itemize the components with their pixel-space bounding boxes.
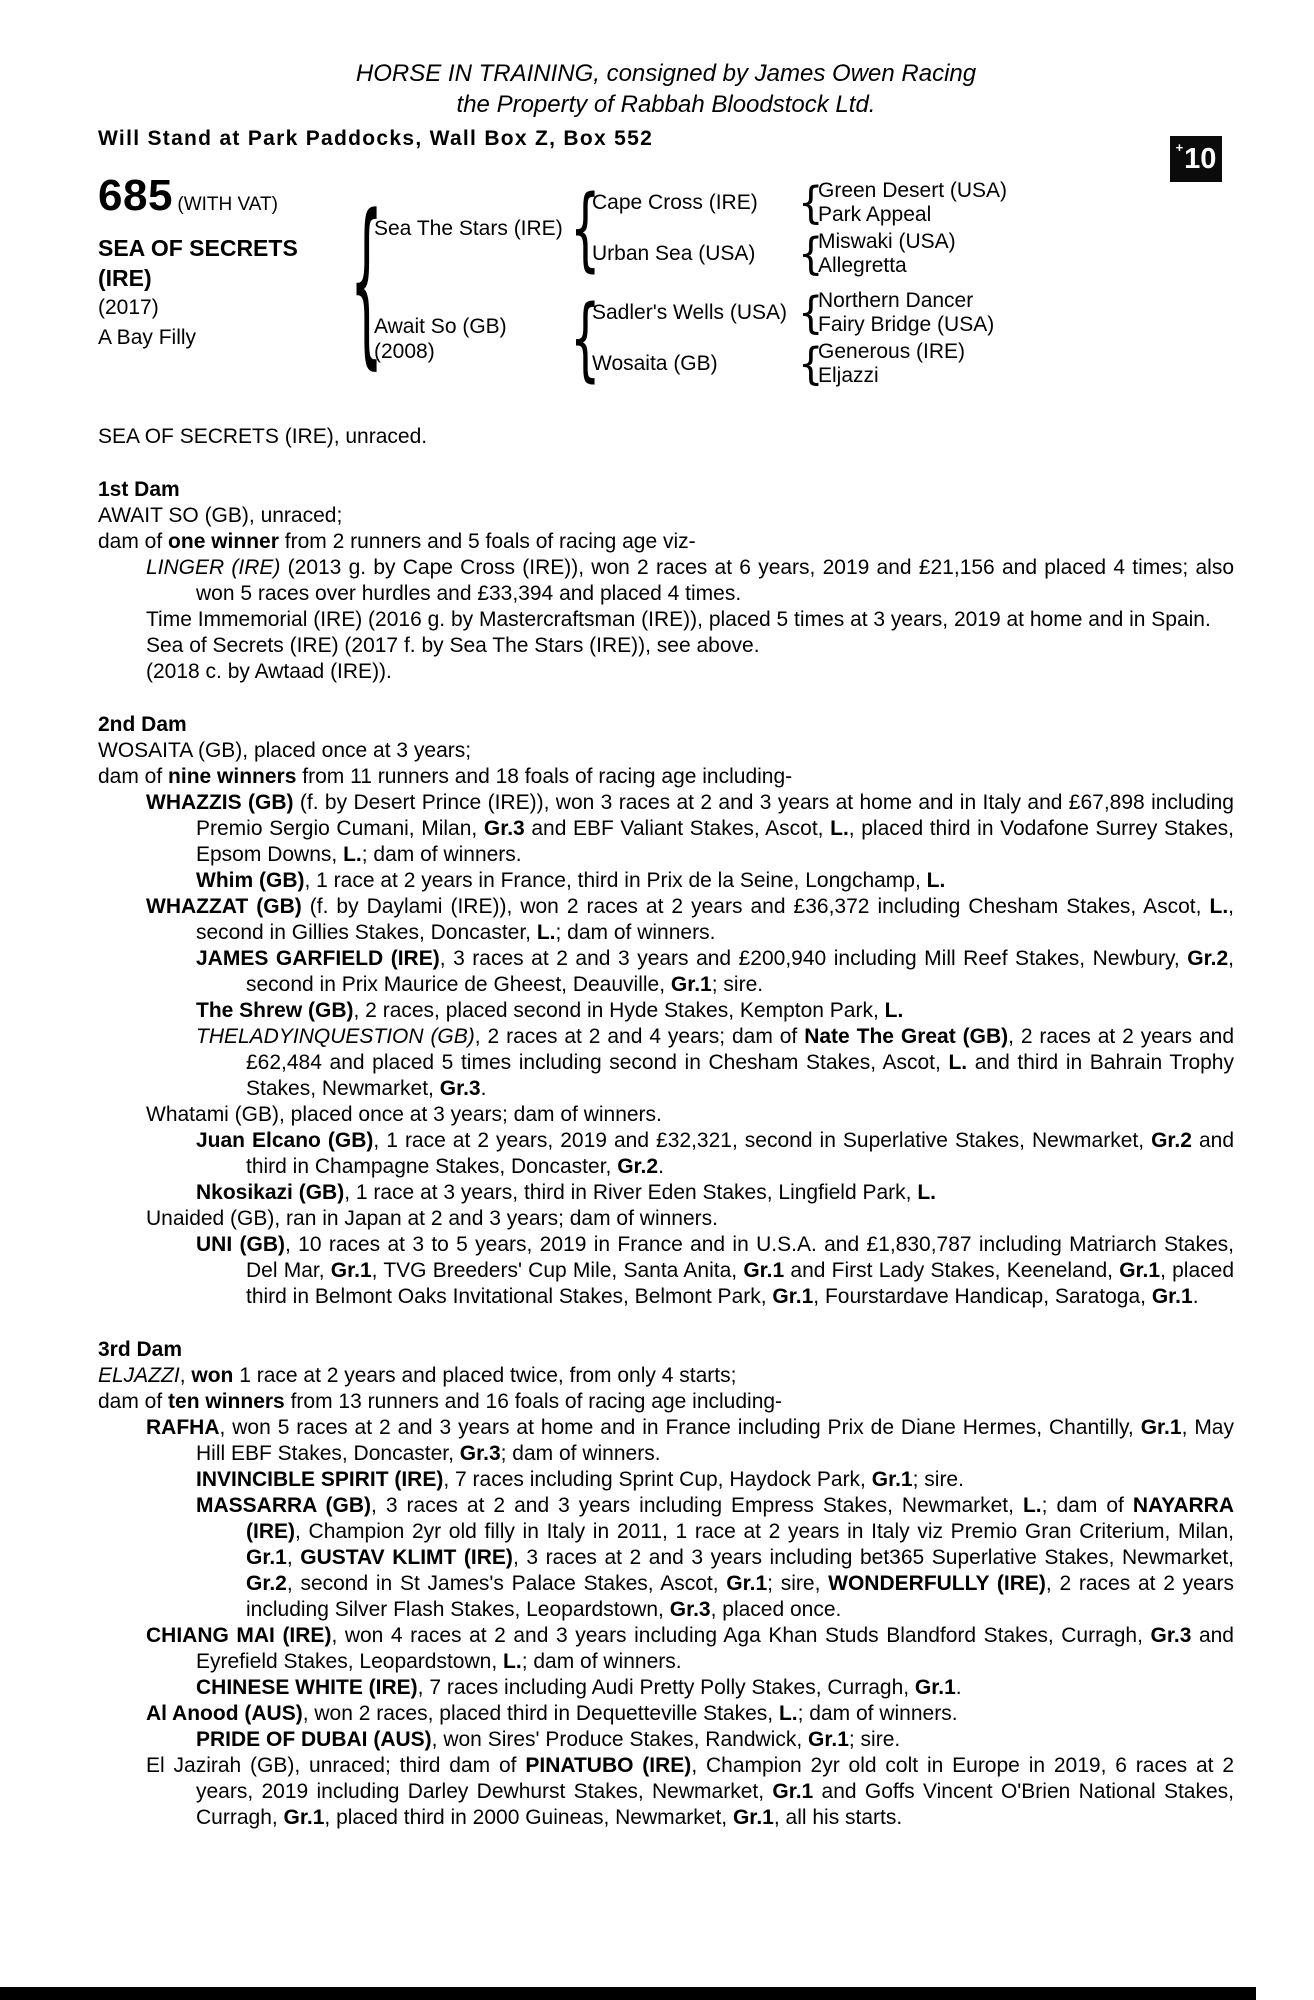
text-segment: Unaided (GB), ran in Japan at 2 and 3 years; dam of winners.: [146, 1207, 718, 1230]
text-segment: , placed third in Vodafone Surrey Stakes, Epsom Downs,: [196, 817, 1234, 866]
text-segment: JAMES GARFIELD (IRE): [196, 947, 440, 970]
text-segment: Gr.3: [459, 1442, 501, 1465]
text-segment: .: [955, 1676, 962, 1699]
text-segment: CHINESE WHITE (IRE): [196, 1676, 418, 1699]
text-segment: ten winners: [168, 1390, 285, 1413]
text-segment: Gr.1: [808, 1728, 849, 1751]
text-segment: , Fourstardave Handicap, Saratoga,: [813, 1285, 1152, 1308]
text-segment: L.: [1022, 1494, 1042, 1517]
pedigree-paragraph: [98, 607, 1234, 633]
text-segment: , 1 race at 2 years, 2019 and £32,321, second in Superlative Stakes, Newmarket,: [373, 1129, 1152, 1152]
text-segment: , placed third in 2000 Guineas, Newmarket,: [324, 1806, 733, 1829]
pedigree-paragraph: [98, 868, 1234, 894]
text-segment: , 2 races at 2 and 4 years; dam of: [474, 1025, 805, 1048]
pedigree-tree: [98, 171, 1234, 396]
catalogue-body: [98, 477, 1234, 1831]
text-segment: WHAZZAT (GB): [146, 895, 302, 918]
pedigree-gen2-block: [592, 340, 1234, 388]
brace-icon: {: [798, 338, 824, 390]
book-number: 10: [1184, 142, 1217, 175]
pedigree-sire-block: [374, 176, 1234, 281]
text-segment: Gr.1: [726, 1572, 768, 1595]
pedigree-paragraph: [98, 1623, 1234, 1675]
text-segment: Gr.1: [330, 1259, 372, 1282]
text-segment: , 10 races at 3 to 5 years, 2019 in France and in U.S.A. and £1,830,787 including Matriarch Stakes, Del Mar,: [246, 1233, 1234, 1282]
pedigree-paragraph: [98, 503, 1234, 529]
text-segment: , 2 races, placed second in Hyde Stakes, Kempton Park,: [353, 999, 885, 1022]
text-segment: won: [191, 1364, 234, 1387]
text-segment: ; dam of winners.: [500, 1442, 661, 1465]
text-segment: PINATUBO (IRE): [525, 1754, 692, 1777]
text-segment: ; sire.: [912, 1468, 964, 1491]
pedigree-gen3-name: Park Appeal: [818, 203, 932, 226]
text-segment: WHAZZIS (GB): [146, 791, 294, 814]
pedigree-gen2-block: [592, 230, 1234, 278]
text-segment: RAFHA: [146, 1416, 220, 1439]
text-segment: , won 5 races at 2 and 3 years at home and in France including Prix de Diane Hermes, Chantilly,: [219, 1416, 1141, 1439]
pedigree-gen3-name: Generous (IRE): [818, 340, 966, 363]
text-segment: L.: [884, 999, 904, 1022]
pedigree-paragraph: [98, 633, 1234, 659]
text-segment: , 2 races at 2 years including Silver Flash Stakes, Leopardstown,: [246, 1572, 1234, 1621]
text-segment: , Champion 2yr old colt in Europe in 2019, 6 races at 2 years, 2019 including Darley Dewhurst Stakes, Newmarket,: [196, 1754, 1235, 1803]
pedigree-paragraph: [98, 1727, 1234, 1753]
text-segment: Gr.1: [1151, 1285, 1193, 1308]
pedigree-paragraph: [98, 790, 1234, 868]
text-segment: El Jazirah (GB), unraced; third dam of: [146, 1754, 526, 1777]
dam-section-heading: 2nd Dam: [98, 713, 187, 736]
pedigree-paragraph: [98, 1232, 1234, 1310]
text-segment: and third in Bahrain Trophy Stakes, Newmarket,: [246, 1051, 1234, 1100]
text-segment: Gr.1: [914, 1676, 956, 1699]
text-segment: THELADYINQUESTION (GB): [196, 1025, 475, 1048]
dam-section-heading: 1st Dam: [98, 478, 180, 501]
text-segment: WOSAITA (GB), placed once at 3 years;: [98, 739, 472, 762]
text-segment: .: [658, 1155, 664, 1178]
text-segment: UNI (GB): [196, 1233, 285, 1256]
horse-name-suffix: (IRE): [98, 265, 152, 291]
text-segment: Gr.2: [1187, 947, 1229, 970]
pedigree-gen3-name: Allegretta: [818, 254, 907, 277]
text-segment: , all his starts.: [773, 1806, 903, 1829]
text-segment: Gr.1: [743, 1259, 785, 1282]
text-segment: from 11 runners and 18 foals of racing age including-: [296, 765, 793, 788]
text-segment: Sea of Secrets (IRE) (2017 f. by Sea The Stars (IRE)), see above.: [146, 634, 760, 657]
lot-number-line: [98, 171, 350, 221]
text-segment: Time Immemorial (IRE) (2016 g. by Mastercraftsman (IRE)), placed 5 times at 3 years, 2019 at home and in Spain.: [146, 608, 1211, 631]
text-segment: AWAIT SO (GB), unraced;: [98, 504, 343, 527]
dam-name-text: Await So (GB): [374, 314, 507, 338]
pedigree-paragraph: [98, 1493, 1234, 1623]
text-segment: Gr.1: [670, 973, 712, 996]
text-segment: and Goffs Vincent O'Brien National Stakes, Curragh,: [196, 1780, 1235, 1829]
text-segment: dam of: [98, 530, 169, 553]
pedigree-paragraph: [98, 998, 1234, 1024]
pedigree-paragraph: [98, 529, 1234, 555]
brace-icon: {: [570, 285, 601, 392]
text-segment: Gr.2: [246, 1572, 287, 1595]
pedigree-paragraph: [98, 1363, 1234, 1389]
dam-section-heading: 3rd Dam: [98, 1338, 183, 1361]
text-segment: , second in Gillies Stakes, Doncaster,: [196, 895, 1235, 944]
text-segment: and Eyrefield Stakes, Leopardstown,: [196, 1624, 1234, 1673]
text-segment: L.: [343, 843, 362, 866]
text-segment: Gr.2: [617, 1155, 659, 1178]
horse-year: (2017): [98, 296, 159, 319]
text-segment: .: [480, 1077, 487, 1100]
text-segment: Gr.1: [732, 1806, 774, 1829]
text-segment: nine winners: [168, 765, 297, 788]
stand-location: Will Stand at Park Paddocks, Wall Box Z, Box 552: [98, 127, 654, 150]
text-segment: L.: [503, 1650, 522, 1673]
text-segment: ,: [179, 1364, 192, 1387]
text-segment: L.: [1209, 895, 1229, 918]
pedigree-paragraph: [98, 1206, 1234, 1232]
text-segment: , 2 races at 2 years and £62,484 and placed 5 times including second in Chesham Stakes, Ascot,: [246, 1025, 1234, 1074]
text-segment: ; dam of winners.: [361, 843, 522, 866]
text-segment: Gr.1: [772, 1285, 814, 1308]
page-bottom-bar: [0, 1987, 1256, 2000]
pedigree-generations: [350, 171, 1234, 396]
plus-icon: +: [1175, 140, 1184, 155]
text-segment: Whim (GB): [196, 869, 305, 892]
text-segment: 1 race at 2 years and placed twice, from only 4 starts;: [233, 1364, 737, 1387]
text-segment: and third in Champagne Stakes, Doncaster,: [246, 1129, 1234, 1178]
text-segment: CHIANG MAI (IRE): [146, 1624, 332, 1647]
pedigree-gen2-name: Wosaita (GB): [592, 352, 718, 375]
text-segment: Gr.3: [669, 1598, 711, 1621]
text-segment: L.: [778, 1702, 798, 1725]
text-segment: (2013 g. by Cape Cross (IRE)), won 2 races at 6 years, 2019 and £21,156 and placed 4 times; also won 5 races over hurdles and £33,394 and placed 4 times.: [196, 556, 1235, 605]
text-segment: ; sire,: [767, 1572, 829, 1595]
pedigree-paragraph: [98, 659, 1234, 685]
pedigree-paragraph: [98, 1102, 1234, 1128]
horse-description: A Bay Filly: [98, 326, 197, 349]
text-segment: , won 2 races, placed third in Dequetteville Stakes,: [302, 1702, 779, 1725]
pedigree-gen2-name: Sadler's Wells (USA): [592, 301, 787, 324]
text-segment: , 3 races at 2 and 3 years including Empress Stakes, Newmarket,: [371, 1494, 1023, 1517]
text-segment: PRIDE OF DUBAI (AUS): [196, 1728, 432, 1751]
text-segment: (2018 c. by Awtaad (IRE)).: [146, 660, 392, 683]
text-segment: , second in St James's Palace Stakes, Ascot,: [286, 1572, 727, 1595]
text-segment: ; sire.: [848, 1728, 901, 1751]
text-segment: from 13 runners and 16 foals of racing age including-: [284, 1390, 783, 1413]
pedigree-gen2-block: [592, 289, 1234, 337]
text-segment: INVINCIBLE SPIRIT (IRE): [196, 1468, 444, 1491]
brace-icon: {: [350, 180, 384, 387]
text-segment: , 7 races including Sprint Cup, Haydock Park,: [443, 1468, 872, 1491]
text-segment: Gr.1: [1119, 1259, 1161, 1282]
text-segment: Gr.1: [283, 1806, 325, 1829]
text-segment: ,: [286, 1546, 301, 1569]
text-segment: , second in Prix Maurice de Gheest, Deauville,: [246, 947, 1235, 996]
text-segment: , 3 races at 2 and 3 years including bet365 Superlative Stakes, Newmarket,: [512, 1546, 1235, 1569]
consignment-header: [98, 58, 1234, 120]
text-segment: Gr.1: [246, 1546, 287, 1569]
lot-block: [98, 171, 350, 353]
pedigree-paragraph: [98, 764, 1234, 790]
pedigree-gen2-name: Cape Cross (IRE): [592, 191, 758, 214]
text-segment: , 7 races including Audi Pretty Polly Stakes, Curragh,: [417, 1676, 915, 1699]
text-segment: , TVG Breeders' Cup Mile, Santa Anita,: [371, 1259, 744, 1282]
brace-icon: {: [798, 287, 824, 339]
pedigree-gen2-block: [592, 179, 1234, 227]
pedigree-paragraph: [98, 1180, 1234, 1206]
text-segment: dam of: [98, 765, 169, 788]
pedigree-dam-block: [374, 286, 1234, 391]
pedigree-gen3-name: Green Desert (USA): [818, 179, 1008, 202]
pedigree-paragraph: [98, 1701, 1234, 1727]
property-line: the Property of Rabbah Bloodstock Ltd.: [456, 91, 876, 118]
text-segment: Gr.1: [871, 1468, 913, 1491]
text-segment: NAYARRA (IRE): [246, 1494, 1234, 1543]
brace-icon: {: [570, 175, 601, 282]
text-segment: Gr.1: [1140, 1416, 1182, 1439]
text-segment: Al Anood (AUS): [146, 1702, 303, 1725]
pedigree-paragraph: [98, 894, 1234, 946]
lot-number: 685: [98, 171, 173, 220]
text-segment: , won 4 races at 2 and 3 years including Aga Khan Studs Blandford Stakes, Curragh,: [331, 1624, 1151, 1647]
text-segment: ; dam of winners.: [797, 1702, 958, 1725]
text-segment: , won Sires' Produce Stakes, Randwick,: [431, 1728, 809, 1751]
pedigree-paragraph: [98, 738, 1234, 764]
vat-note: (WITH VAT): [177, 194, 278, 215]
text-segment: Gr.2: [1151, 1129, 1192, 1152]
text-segment: L.: [830, 817, 849, 840]
text-segment: The Shrew (GB): [196, 999, 354, 1022]
text-segment: L.: [536, 921, 556, 944]
text-segment: Gr.3: [1150, 1624, 1192, 1647]
pedigree-gen3-name: Miswaki (USA): [818, 230, 956, 253]
text-segment: Juan Elcano (GB): [196, 1129, 374, 1152]
brace-icon: {: [798, 228, 824, 280]
text-segment: MASSARRA (GB): [196, 1494, 372, 1517]
text-segment: from 2 runners and 5 foals of racing age viz-: [278, 530, 696, 553]
pedigree-gen3-name: Fairy Bridge (USA): [818, 313, 995, 336]
text-segment: Gr.3: [483, 817, 525, 840]
text-segment: , placed once.: [710, 1598, 842, 1621]
text-segment: LINGER (IRE): [146, 556, 281, 579]
text-segment: Nate The Great (GB): [804, 1025, 1009, 1048]
pedigree-paragraph: [98, 1024, 1234, 1102]
pedigree-paragraph: [98, 1128, 1234, 1180]
text-segment: , 1 race at 2 years in France, third in Prix de la Seine, Longchamp,: [304, 869, 927, 892]
pedigree-gen3-name: Northern Dancer: [818, 289, 974, 312]
text-segment: Gr.3: [439, 1077, 481, 1100]
text-segment: L.: [917, 1181, 936, 1204]
text-segment: (f. by Desert Prince (IRE)), won 3 races at 2 and 3 years at home and in Italy and £67,898 including Premio Sergio Cumani, Milan,: [196, 791, 1234, 840]
sire-name: Sea The Stars (IRE): [374, 217, 563, 240]
text-segment: , 1 race at 3 years, third in River Eden Stakes, Lingfield Park,: [344, 1181, 918, 1204]
text-segment: , placed third in Belmont Oaks Invitational Stakes, Belmont Park,: [246, 1259, 1234, 1308]
text-segment: ; dam of: [1041, 1494, 1133, 1517]
pedigree-paragraph: [98, 1467, 1234, 1493]
pedigree-gen3-name: Eljazzi: [818, 364, 879, 387]
text-segment: , 3 races at 2 and 3 years and £200,940 including Mill Reef Stakes, Newbury,: [439, 947, 1188, 970]
text-segment: and EBF Valiant Stakes, Ascot,: [524, 817, 831, 840]
text-segment: ELJAZZI: [98, 1364, 180, 1387]
dam-name: [374, 314, 570, 364]
text-segment: , Champion 2yr old filly in Italy in 2011, 1 race at 2 years in Italy viz Premio Gran Criterium, Milan,: [295, 1520, 1234, 1543]
dam-year: (2008): [374, 339, 435, 363]
text-segment: ; sire.: [711, 973, 764, 996]
text-segment: dam of: [98, 1390, 169, 1413]
text-segment: Nkosikazi (GB): [196, 1181, 345, 1204]
pedigree-paragraph: [98, 1415, 1234, 1467]
text-segment: (f. by Daylami (IRE)), won 2 races at 2 years and £36,372 including Chesham Stakes, Ascot,: [301, 895, 1210, 918]
text-segment: one winner: [168, 530, 279, 553]
pedigree-paragraph: [98, 1753, 1234, 1831]
text-segment: Gr.1: [772, 1780, 814, 1803]
book-number-badge: [1170, 136, 1222, 182]
pedigree-paragraph: [98, 1675, 1234, 1701]
horse-name: SEA OF SECRETS: [98, 235, 298, 261]
text-segment: GUSTAV KLIMT (IRE): [300, 1546, 513, 1569]
text-segment: L.: [926, 869, 946, 892]
text-segment: WONDERFULLY (IRE): [828, 1572, 1046, 1595]
summary-line: SEA OF SECRETS (IRE), unraced.: [98, 425, 428, 448]
pedigree-paragraph: [98, 555, 1234, 607]
text-segment: and First Lady Stakes, Keeneland,: [784, 1259, 1120, 1282]
pedigree-paragraph: [98, 1389, 1234, 1415]
pedigree-paragraph: [98, 946, 1234, 998]
pedigree-gen2-name: Urban Sea (USA): [592, 242, 756, 265]
text-segment: ; dam of winners.: [521, 1650, 682, 1673]
text-segment: ; dam of winners.: [555, 921, 716, 944]
text-segment: L.: [948, 1051, 968, 1074]
text-segment: Whatami (GB), placed once at 3 years; dam of winners.: [146, 1103, 662, 1126]
text-segment: , May Hill EBF Stakes, Doncaster,: [196, 1416, 1234, 1465]
consignment-line: HORSE IN TRAINING, consigned by James Owen Racing: [355, 60, 977, 87]
text-segment: .: [1192, 1285, 1199, 1308]
brace-icon: {: [798, 177, 824, 229]
